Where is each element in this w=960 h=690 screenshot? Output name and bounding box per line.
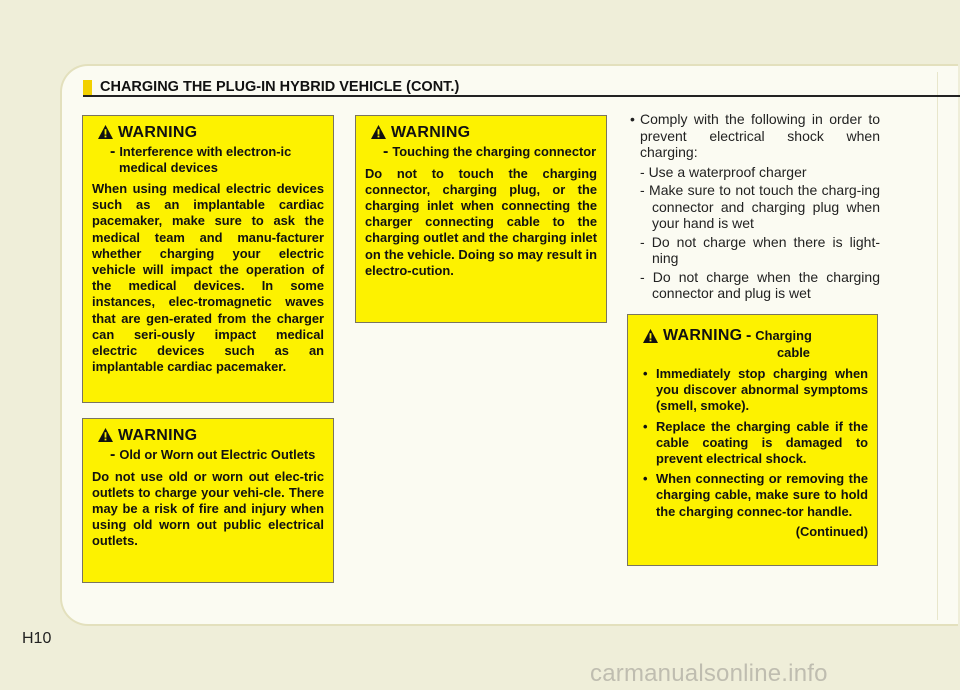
comply-lead: • Comply with the following in order to prevent electrical shock when charging: (626, 111, 880, 161)
list-item: - Do not charge when there is light-ning (626, 234, 880, 267)
warning-header (92, 427, 324, 445)
warning-subtitle: - Touching the charging connector (383, 143, 597, 160)
warning-body: When using medical electric devices such as an implantable cardiac pacemaker, make sure to ask the medical team and manu-facturer whether charging your electric vehicle will impact the operation of the medical devices. In some instances, elec-tromagnetic waves that are gen-erated from the charger can seri-ously impact medical electric devices such as an implantable cardiac pacemaker. (92, 181, 324, 375)
warning-dash: - (746, 327, 752, 344)
warning-body: Do not use old or worn out elec-tric outlets to charge your vehi-cle. There may be a risk of fire and injury when using old worn out public electrical outlets. (92, 468, 324, 549)
warning-title: WARNING (118, 427, 198, 444)
warning-box-charging-connector (355, 115, 607, 323)
continued-label: (Continued) (795, 523, 868, 539)
warning-subtitle: Charging (755, 328, 812, 343)
list-item: • Replace the charging cable if the cable coating is damaged to prevent electrical shock. (637, 419, 868, 468)
warning-subtitle-cont: cable (777, 345, 810, 360)
warning-body: Do not to touch the charging connector, charging plug, or the charging inlet when connecting the charger connecting cable to the charging outlet and the charging inlet on the vehicle. Doing so may result in electro-cution. (365, 165, 597, 278)
margin-divider (937, 72, 938, 620)
watermark: carmanualsonline.info (590, 660, 828, 687)
warning-triangle-icon (98, 125, 113, 139)
warning-triangle-icon (371, 125, 386, 139)
warning-subtitle: - Interference with electron-ic medical devices (110, 143, 292, 175)
warning-subtitle: - Old or Worn out Electric Outlets (110, 446, 316, 463)
warning-title: WARNING (118, 124, 198, 141)
list-item: - Make sure to not touch the charg-ing connector and charging plug when your hand is wet (626, 182, 880, 232)
list-item: • Immediately stop charging when you discover abnormal symptoms (smell, smoke). (637, 366, 868, 415)
list-item: - Do not charge when the charging connector and plug is wet (626, 269, 880, 302)
list-item: - Use a waterproof charger (626, 164, 880, 181)
warning-title: WARNING (391, 124, 471, 141)
comply-list (626, 111, 880, 304)
section-accent (83, 80, 92, 96)
warning-triangle-icon (98, 428, 113, 442)
warning-triangle-icon (643, 329, 658, 343)
comply-items (626, 164, 880, 302)
warning-header (92, 124, 324, 142)
warning-bullets (637, 366, 868, 520)
warning-header (637, 327, 868, 345)
warning-title: WARNING (663, 327, 743, 344)
warning-box-charging-cable (627, 314, 878, 566)
page-number: H10 (22, 630, 52, 647)
warning-header (365, 124, 597, 142)
section-rule (83, 95, 960, 97)
section-header (83, 80, 960, 96)
warning-box-worn-outlets (82, 418, 334, 583)
warning-box-medical-devices (82, 115, 334, 403)
list-item: • When connecting or removing the charging cable, make sure to hold the charging connec-tor handle. (637, 471, 868, 520)
section-title: CHARGING THE PLUG-IN HYBRID VEHICLE (CONT.) (100, 79, 460, 95)
